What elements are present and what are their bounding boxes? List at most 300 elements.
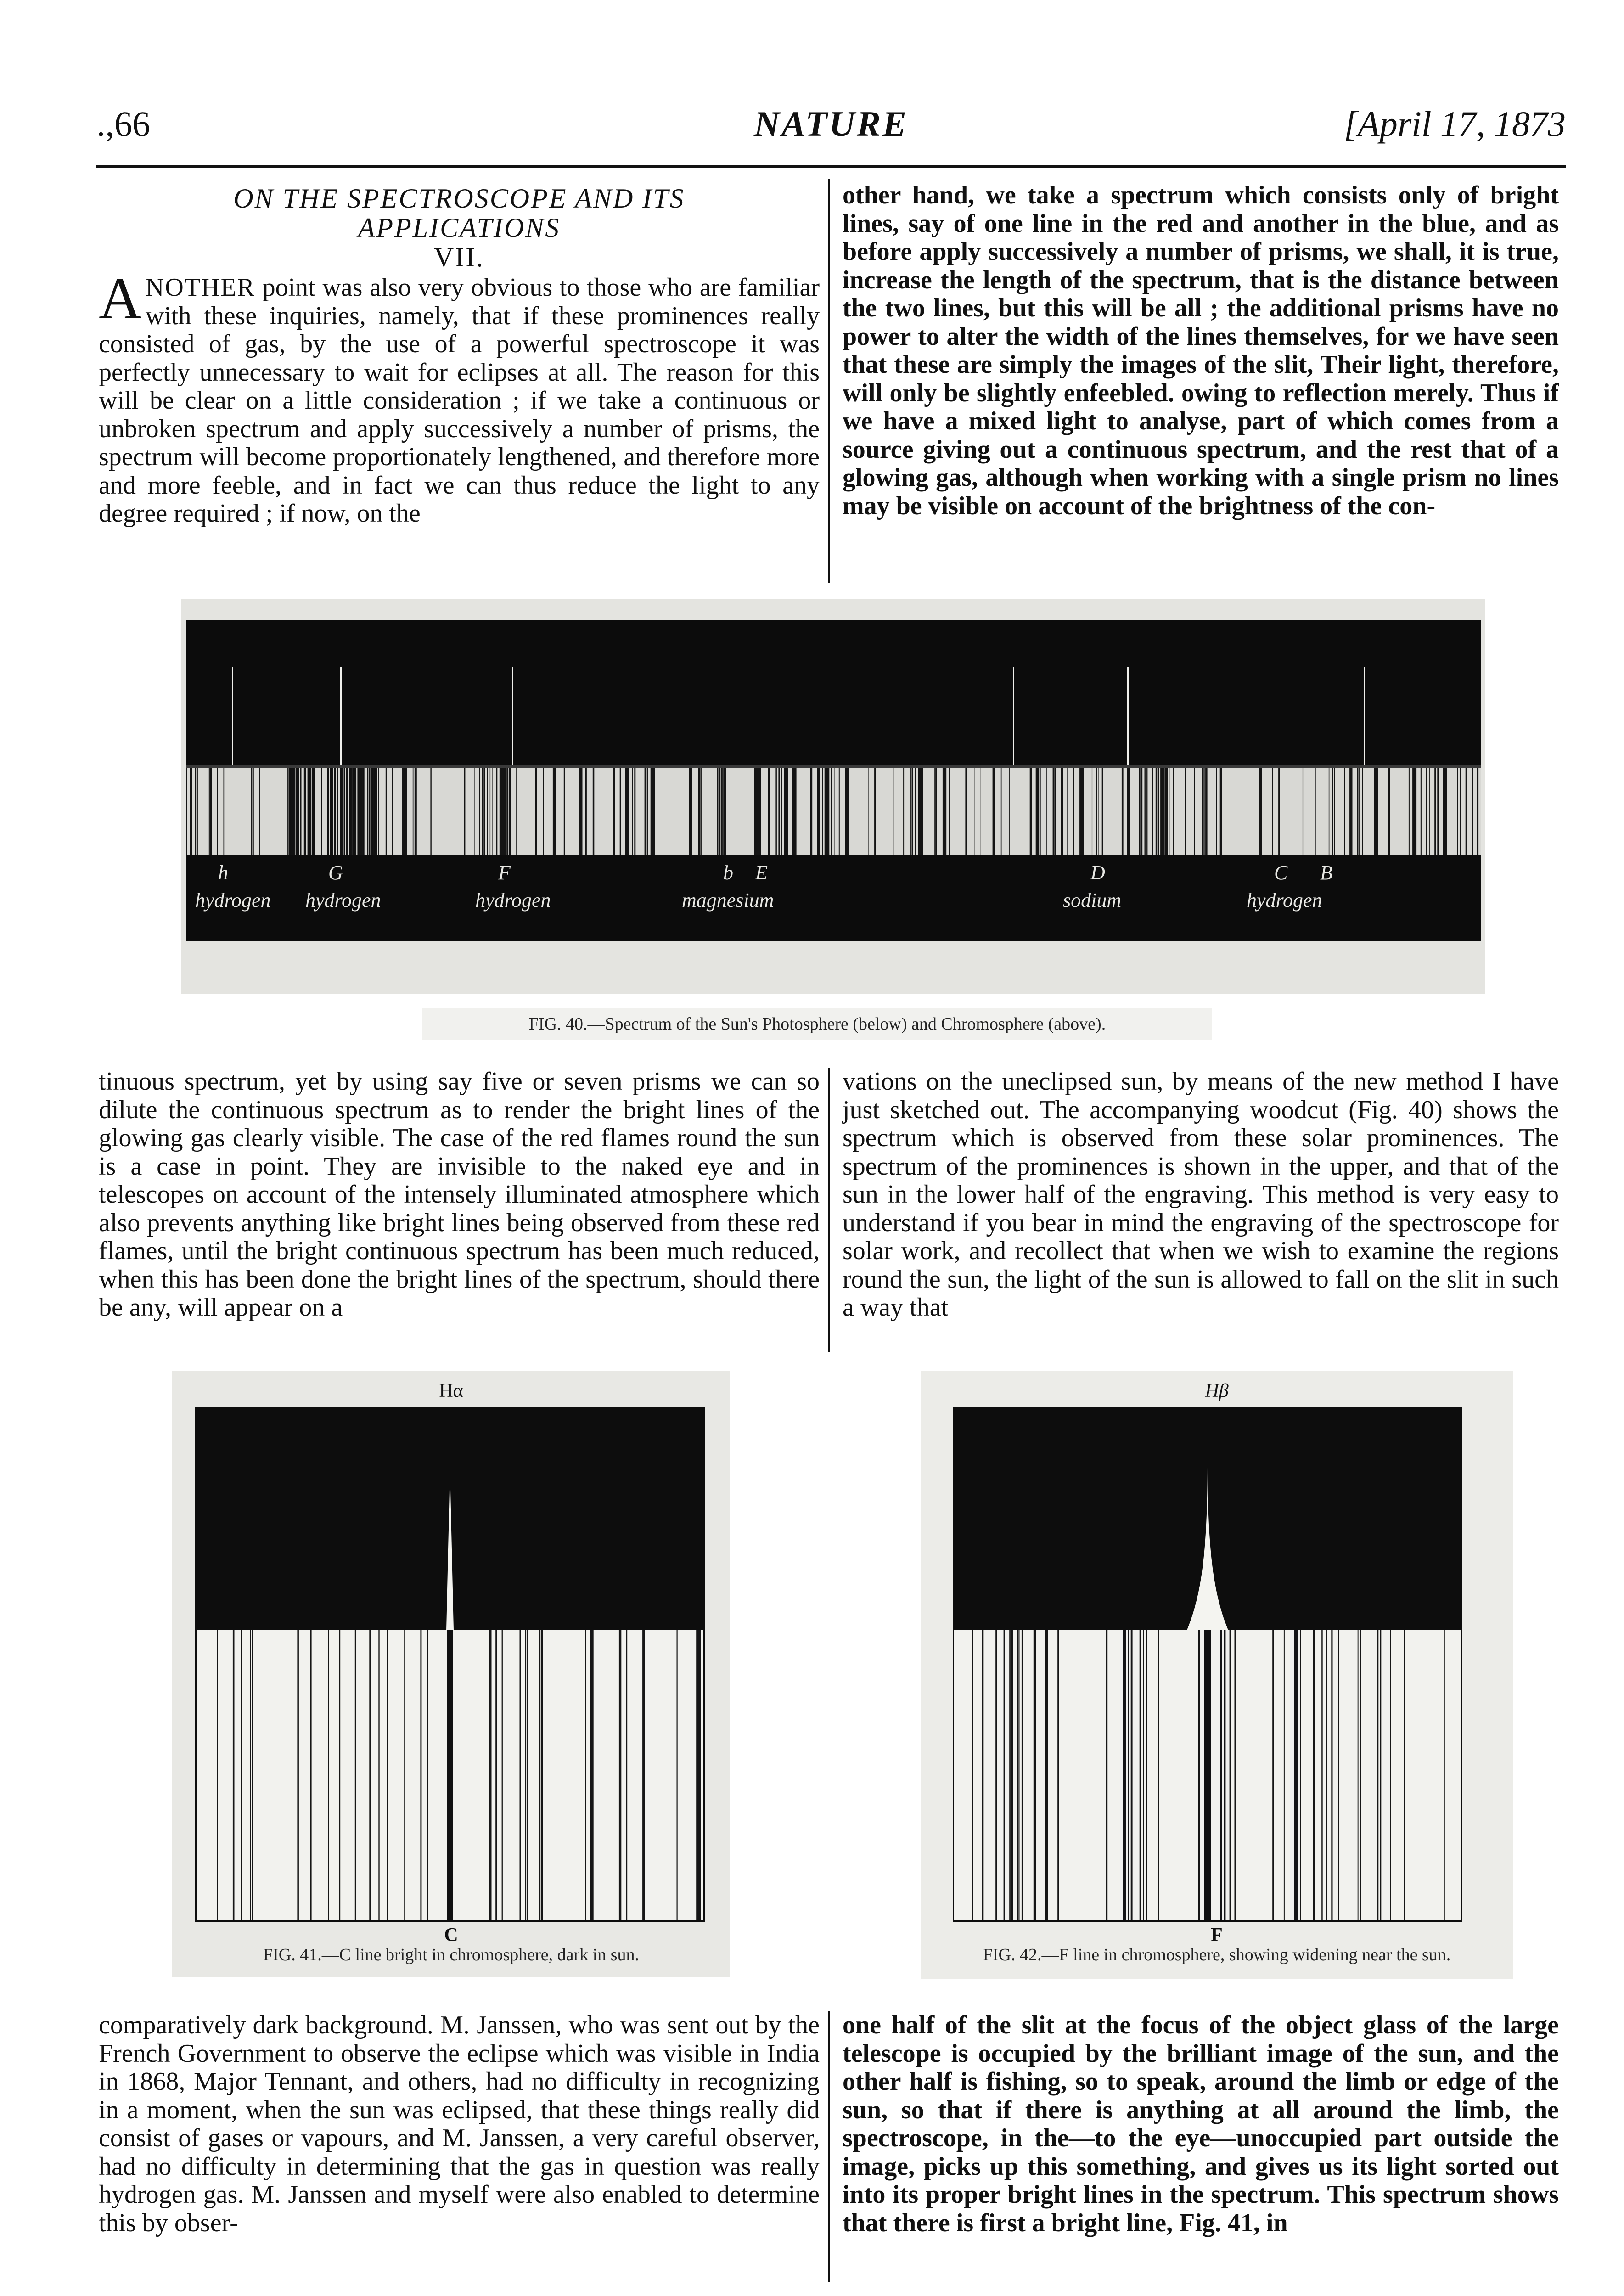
dark-line	[795, 768, 797, 855]
dark-line	[723, 768, 725, 855]
figure-41	[172, 1371, 730, 1977]
absorption-line	[626, 1630, 627, 1920]
dark-line	[1152, 768, 1153, 855]
dark-line	[651, 768, 655, 855]
dark-line	[344, 768, 345, 855]
dark-line	[689, 768, 692, 855]
dark-line	[287, 768, 289, 855]
absorption-line	[1390, 1630, 1391, 1920]
dark-line	[195, 768, 197, 855]
dark-line	[645, 768, 646, 855]
paragraph-2-left: tinuous spectrum, yet by using say five or seven prisms we can so dilute the continuous spectrum as to render the bright lines of the glowing gas clearly visible. The case of the red flames round the sun is a case in point. They are invisible to the naked eye and in telescopes on account of the intensely illuminated atmosphere which also prevents anything like bright lines being observed from these red flames, until the bright continuous spectrum has been much reduced, when this has been done the bright lines of the spectrum, should there be any, will appear on a	[99, 1067, 820, 1322]
dark-line	[1351, 768, 1352, 855]
dark-line	[483, 768, 485, 855]
page-number: .,66	[96, 104, 150, 144]
dark-line	[503, 768, 506, 855]
dark-line	[1362, 768, 1363, 855]
absorption-line	[995, 1630, 997, 1920]
absorption-line	[1284, 1630, 1285, 1920]
dark-line	[1216, 768, 1217, 855]
dark-line	[1220, 768, 1222, 855]
dark-line	[585, 768, 586, 855]
dark-line	[1194, 768, 1195, 855]
fig40-caption: FIG. 40.—Spectrum of the Sun's Photosphere (below) and Chromosphere (above).	[528, 1014, 1106, 1034]
element-label: hydrogen	[1247, 889, 1322, 912]
absorption-line	[1360, 1630, 1361, 1920]
dark-line	[1067, 768, 1068, 855]
absorption-line	[1404, 1630, 1405, 1920]
photosphere-lines	[186, 768, 1481, 855]
dark-line	[321, 768, 322, 855]
absorption-line	[387, 1630, 388, 1920]
dark-line	[1158, 768, 1159, 855]
figure-40	[181, 599, 1485, 994]
fig41-caption: FIG. 41.—C line bright in chromosphere, dark in sun.	[263, 1945, 639, 1964]
element-label: sodium	[1063, 889, 1122, 912]
absorption-line	[1338, 1630, 1339, 1920]
dark-line	[1409, 768, 1410, 855]
dark-line	[1202, 768, 1203, 855]
dark-line	[620, 768, 621, 855]
dark-line	[308, 768, 309, 855]
dark-line	[1139, 768, 1140, 855]
dark-line	[298, 768, 299, 855]
absorption-line	[1143, 1630, 1144, 1920]
dark-line	[516, 768, 517, 855]
dark-line	[965, 768, 967, 855]
dark-line	[1344, 768, 1345, 855]
dark-line	[346, 768, 348, 855]
dark-line	[1414, 768, 1416, 855]
dark-line	[1388, 768, 1390, 855]
dark-line	[934, 768, 935, 855]
paragraph-3-right: one half of the slit at the focus of the object glass of the large telescope is occupied by the brilliant image of the sun, and the other half is fishing, so to speak, around the limb or edge of the sun, so that if there is anything at all around the limb, the spectroscope, in the—to the eye—unoccupied part outside the image, picks up this something, and gives us its light sorted out into its proper bright lines in the spectrum. This spectrum shows that there is first a bright line, Fig. 41, in	[843, 2011, 1559, 2237]
dark-line	[760, 768, 761, 855]
fraunhofer-letter: C	[1274, 861, 1288, 884]
dark-line	[1166, 768, 1168, 855]
absorption-line	[520, 1630, 521, 1920]
absorption-line	[1045, 1630, 1046, 1920]
absorption-line	[250, 1630, 251, 1920]
bright-line	[340, 667, 342, 765]
left-column-bottom	[99, 2011, 820, 2237]
dark-line	[191, 768, 192, 855]
absorption-line	[1123, 1630, 1125, 1920]
dark-line	[369, 768, 370, 855]
dark-line	[1123, 768, 1124, 855]
dark-line	[754, 768, 755, 855]
absorption-line	[1220, 1630, 1222, 1920]
dark-line	[625, 768, 629, 855]
dark-line	[778, 768, 780, 855]
bright-line	[232, 667, 233, 765]
dark-line	[1009, 768, 1010, 855]
dark-line	[792, 768, 793, 855]
dark-line	[1098, 768, 1099, 855]
dark-line	[1046, 768, 1047, 855]
absorption-line	[297, 1630, 299, 1920]
dark-line	[721, 768, 723, 855]
dark-line	[487, 768, 488, 855]
dark-line	[292, 768, 294, 855]
absorption-line	[525, 1630, 526, 1920]
drop-cap: A	[99, 265, 142, 332]
dark-line	[217, 768, 218, 855]
column-rule-bottom	[828, 2011, 830, 2282]
dark-line	[413, 768, 414, 855]
dark-line	[251, 768, 252, 855]
absorption-line	[1045, 1630, 1048, 1920]
dark-line	[1156, 768, 1157, 855]
absorption-line	[1146, 1630, 1147, 1920]
absorption-line	[489, 1630, 492, 1920]
dark-line	[915, 768, 916, 855]
dark-line	[993, 768, 995, 855]
dark-line	[378, 768, 379, 855]
fig41-top-label: Hα	[439, 1380, 463, 1401]
fig41-spectrum	[195, 1407, 705, 1922]
absorption-line	[495, 1630, 497, 1920]
dark-line	[305, 768, 306, 855]
dark-line	[1477, 768, 1478, 855]
dark-line	[817, 768, 820, 855]
fraunhofer-letter: B	[1320, 861, 1332, 884]
fraunhofer-letter: F	[498, 861, 511, 884]
dark-line	[943, 768, 946, 855]
dark-line	[1160, 768, 1161, 855]
dark-line	[341, 768, 342, 855]
absorption-line	[378, 1630, 379, 1920]
dark-line	[1146, 768, 1147, 855]
absorption-line	[1128, 1630, 1129, 1920]
dark-line	[509, 768, 510, 855]
absorption-line	[1131, 1630, 1133, 1920]
article-title-text: ON THE SPECTROSCOPE AND ITS APPLICATIONS	[233, 183, 685, 243]
absorption-line	[1140, 1630, 1141, 1920]
dark-line	[197, 768, 198, 855]
dark-line	[334, 768, 336, 855]
dark-line	[1443, 768, 1447, 855]
dark-line	[430, 768, 431, 855]
dark-line	[1145, 768, 1146, 855]
dark-line	[535, 768, 537, 855]
absorption-line	[1326, 1630, 1327, 1920]
dark-line	[474, 768, 475, 855]
absorption-line	[339, 1630, 340, 1920]
article-part: VII.	[433, 242, 485, 272]
dark-line	[725, 768, 726, 855]
dark-line	[1030, 768, 1032, 855]
absorption-line	[539, 1630, 541, 1920]
dark-line	[918, 768, 922, 855]
paragraph-1-continued: other hand, we take a spectrum which consists only of bright lines, say of one line in the red and another in the blue, and as before apply successively a number of prisms, we shall, it is true, increase the length of the spectrum, that is the distance between the two lines, but this will be all ; the additional prisms have no power to alter the width of the lines themselves, for we have seen that these are simply the images of the slit, Their light, therefore, will only be slightly enfeebled. owing to reflection merely. Thus if we have a mixed light to analyse, part of which comes from a source giving out a continuous spectrum, and the rest that of a glowing gas, although when working with a single prism no lines may be visible on account of the brightness of the con-	[843, 181, 1559, 520]
dark-line	[1061, 768, 1062, 855]
absorption-line	[369, 1630, 371, 1920]
dark-line	[1429, 768, 1430, 855]
fig42-caption: FIG. 42.—F line in chromosphere, showing widening near the sun.	[983, 1945, 1451, 1964]
dark-line	[1141, 768, 1142, 855]
paragraph-3-left: comparatively dark background. M. Janssen, who was sent out by the French Government to observe the eclipse which was visible in India in 1868, Major Tennant, and others, had no difficulty in recognizing in a moment, when the sun was eclipsed, that these things really did consist of gases or vapours, and M. Janssen, a very careful observer, had no difficulty in determining that the gas in question was really hydrogen gas. M. Janssen and myself were also enabled to determine this by obser-	[99, 2011, 820, 2237]
absorption-line	[527, 1630, 528, 1920]
absorption-line	[1158, 1630, 1159, 1920]
element-label: hydrogen	[305, 889, 381, 912]
dark-line	[1079, 768, 1084, 855]
absorption-line	[217, 1630, 218, 1920]
absorption-line	[1019, 1630, 1020, 1920]
dark-line	[1315, 768, 1316, 855]
dark-line	[586, 768, 587, 855]
dark-line	[845, 768, 846, 855]
dark-line	[1434, 768, 1436, 855]
absorption-line	[972, 1630, 973, 1920]
absorption-line	[1106, 1630, 1107, 1920]
absorption-line	[1198, 1630, 1200, 1920]
dark-line	[259, 768, 260, 855]
dark-line	[1376, 768, 1378, 855]
absorption-line	[1230, 1630, 1231, 1920]
absorption-line	[502, 1630, 503, 1920]
absorption-line	[1009, 1630, 1011, 1920]
dark-line	[464, 768, 466, 855]
dark-line	[1357, 768, 1358, 855]
dark-line	[376, 768, 377, 855]
dark-line	[415, 768, 417, 855]
absorption-line	[1321, 1630, 1323, 1920]
photosphere-band	[186, 768, 1481, 855]
dark-line	[769, 768, 770, 855]
dark-line	[935, 768, 937, 855]
absorption-line	[677, 1630, 678, 1920]
dark-line	[1466, 768, 1467, 855]
absorption-line	[1057, 1630, 1059, 1920]
dark-line	[331, 768, 333, 855]
dark-line	[1457, 768, 1458, 855]
dark-line	[874, 768, 876, 855]
absorption-line	[1300, 1630, 1301, 1920]
dark-line	[810, 768, 813, 855]
dark-line	[1161, 768, 1164, 855]
dark-line	[949, 768, 950, 855]
absorption-line	[1034, 1630, 1035, 1920]
dark-line	[1421, 768, 1422, 855]
dark-line	[209, 768, 212, 855]
dark-line	[827, 768, 828, 855]
left-column-middle	[99, 1068, 820, 1322]
dark-line	[300, 768, 301, 855]
absorption-line	[355, 1630, 356, 1920]
dark-line	[1185, 768, 1186, 855]
dark-line	[1001, 768, 1002, 855]
dark-line	[700, 768, 702, 855]
absorption-line	[310, 1630, 312, 1920]
dark-line	[1278, 768, 1280, 855]
dark-line	[224, 768, 225, 855]
absorption-line	[1294, 1630, 1298, 1920]
absorption-line	[1331, 1630, 1332, 1920]
bright-line	[1364, 667, 1365, 765]
fig40-caption-box	[422, 1008, 1212, 1040]
dark-line	[775, 768, 777, 855]
dark-line	[482, 768, 483, 855]
fraunhofer-letter: E	[755, 861, 768, 884]
absorption-line	[643, 1630, 645, 1920]
running-header	[96, 103, 1566, 154]
absorption-line	[427, 1630, 428, 1920]
dark-line	[337, 768, 338, 855]
dark-line	[354, 768, 356, 855]
dark-line	[613, 768, 615, 855]
fraunhofer-letter: h	[218, 861, 228, 884]
dark-line	[910, 768, 911, 855]
lead-word: NOTHER	[145, 273, 255, 302]
dark-line	[357, 768, 359, 855]
article-title	[99, 184, 820, 272]
left-column-top	[99, 184, 820, 528]
dark-line	[186, 768, 187, 855]
element-label: magnesium	[682, 889, 774, 912]
figure-42	[921, 1371, 1513, 1979]
element-label: hydrogen	[195, 889, 271, 912]
absorption-line	[585, 1630, 586, 1920]
dark-line	[296, 768, 298, 855]
absorption-line	[1272, 1630, 1274, 1920]
absorption-line	[252, 1630, 253, 1920]
absorption-line	[1004, 1630, 1005, 1920]
fraunhofer-letter: D	[1090, 861, 1105, 884]
absorption-line	[420, 1630, 421, 1920]
absorption-line	[619, 1630, 621, 1920]
dark-line	[839, 768, 840, 855]
dark-line	[1334, 768, 1335, 855]
right-column-bottom	[843, 2011, 1559, 2237]
dark-line	[327, 768, 328, 855]
dark-line	[392, 768, 393, 855]
dark-line	[1205, 768, 1207, 855]
absorption-line	[1358, 1630, 1359, 1920]
dark-line	[367, 768, 369, 855]
dark-line	[374, 768, 376, 855]
absorption-line	[1313, 1630, 1315, 1920]
dark-line	[1073, 768, 1074, 855]
absorption-line	[1235, 1630, 1236, 1920]
dark-line	[698, 768, 700, 855]
dark-line	[1053, 768, 1054, 855]
dark-line	[717, 768, 719, 855]
dark-line	[912, 768, 913, 855]
dark-line	[634, 768, 635, 855]
fig42-top-label: Hβ	[1205, 1380, 1229, 1401]
journal-title: NATURE	[753, 104, 909, 144]
dark-line	[363, 768, 364, 855]
dark-line	[719, 768, 720, 855]
absorption-line	[1017, 1630, 1019, 1920]
dark-line	[543, 768, 544, 855]
dark-line	[500, 768, 502, 855]
dark-line	[868, 768, 869, 855]
dark-line	[371, 768, 372, 855]
dark-line	[312, 768, 315, 855]
dark-line	[822, 768, 823, 855]
dark-line	[1040, 768, 1041, 855]
dark-line	[303, 768, 304, 855]
dark-line	[1096, 768, 1097, 855]
dark-line	[1426, 768, 1427, 855]
dark-line	[647, 768, 648, 855]
absorption-line	[241, 1630, 242, 1920]
paragraph-1	[99, 265, 820, 528]
issue-date: [April 17, 1873	[1343, 104, 1566, 144]
dark-line	[828, 768, 829, 855]
dark-line	[1329, 768, 1330, 855]
dark-line	[784, 768, 787, 855]
absorption-line	[233, 1630, 235, 1920]
absorption-line	[1022, 1630, 1023, 1920]
fig42-bottom-label: F	[1211, 1925, 1223, 1946]
dark-line	[1173, 768, 1174, 855]
absorption-line	[590, 1630, 592, 1920]
absorption-line	[1377, 1630, 1378, 1920]
absorption-line	[696, 1630, 701, 1920]
right-column-top	[843, 181, 1559, 520]
dark-line	[787, 768, 788, 855]
dark-line	[831, 768, 832, 855]
dark-line	[553, 768, 556, 855]
absorption-line	[541, 1630, 543, 1920]
absorption-line	[1224, 1630, 1226, 1920]
dark-line	[349, 768, 351, 855]
dark-line	[496, 768, 498, 855]
bright-line	[1013, 667, 1014, 765]
dark-line	[1437, 768, 1438, 855]
dark-line	[479, 768, 480, 855]
c-line-dark	[447, 1630, 453, 1920]
absorption-line	[404, 1630, 405, 1920]
dark-line	[632, 768, 633, 855]
dark-line	[1207, 768, 1208, 855]
column-rule-top	[828, 179, 830, 583]
dark-line	[289, 768, 290, 855]
dark-line	[506, 768, 508, 855]
dark-line	[593, 768, 595, 855]
absorption-line	[1011, 1630, 1013, 1920]
dark-line	[579, 768, 583, 855]
absorption-line	[642, 1630, 643, 1920]
fraunhofer-letter: G	[328, 861, 343, 884]
dark-line	[1332, 768, 1333, 855]
dark-line	[1259, 768, 1262, 855]
fig41-bottom-label: C	[444, 1925, 458, 1946]
dark-line	[1460, 768, 1461, 855]
dark-line	[903, 768, 904, 855]
dark-line	[340, 768, 341, 855]
absorption-line	[1380, 1630, 1381, 1920]
fig40-spectrum	[181, 599, 1485, 994]
absorption-line	[328, 1630, 329, 1920]
absorption-line	[982, 1630, 984, 1920]
dark-line	[825, 768, 827, 855]
bright-line	[1127, 667, 1129, 765]
fig42-spectrum	[953, 1407, 1462, 1922]
dark-line	[1359, 768, 1360, 855]
dark-line	[352, 768, 354, 855]
paragraph-1-text: point was also very obvious to those who are familiar with these inquiries, namely, that if these prominences really consisted of gas, by the use of a powerful spectroscope it was perfectly unnecessary to wait for eclipses at all. The reason for this will be clear on a little consideration ; if we take a continuous or unbroken spectrum and apply successively a number of prisms, the spectrum will become proportionately lengthened, and therefore more and more feeble, and in fact we can thus reduce the light to any degree required ; if now, on the	[99, 273, 820, 528]
dark-line	[402, 768, 403, 855]
dark-line	[406, 768, 407, 855]
dark-line	[755, 768, 759, 855]
dark-line	[253, 768, 254, 855]
dark-line	[564, 768, 565, 855]
dark-line	[1272, 768, 1273, 855]
